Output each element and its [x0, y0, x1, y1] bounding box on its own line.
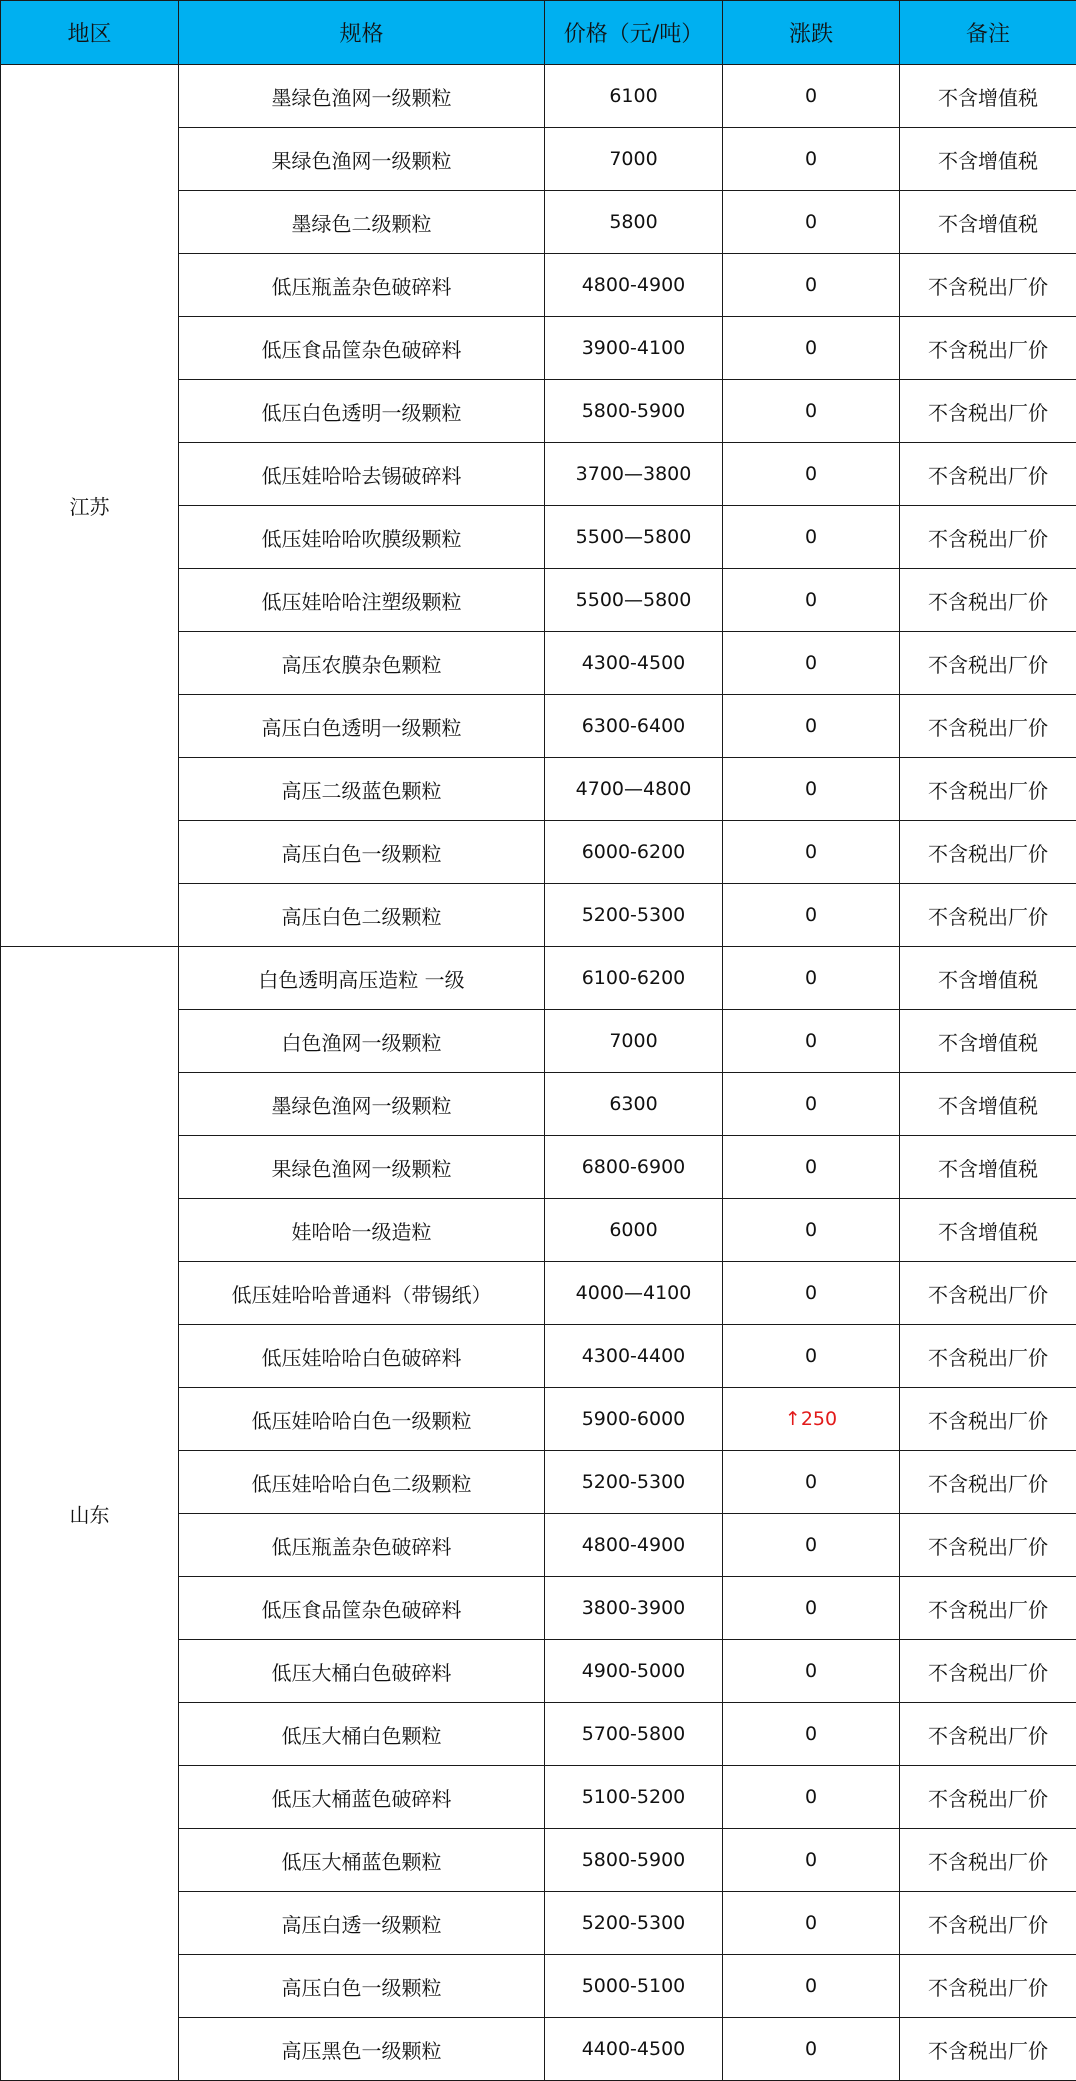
- spec-cell: 低压白色透明一级颗粒: [179, 380, 545, 443]
- change-cell: 0: [723, 128, 900, 191]
- price-cell: 4300-4400: [545, 1325, 723, 1388]
- table-row: [1, 65, 1076, 128]
- change-cell: 0: [723, 1955, 900, 2018]
- note-cell: 不含增值税: [900, 1010, 1076, 1073]
- spec-cell: 低压娃哈哈白色一级颗粒: [179, 1388, 545, 1451]
- price-cell: 4800-4900: [545, 1514, 723, 1577]
- header-region: 地区: [1, 1, 179, 65]
- note-cell: 不含增值税: [900, 947, 1076, 1010]
- note-cell: 不含增值税: [900, 191, 1076, 254]
- change-cell: 0: [723, 1262, 900, 1325]
- price-cell: 5800-5900: [545, 380, 723, 443]
- region-cell: 江苏: [1, 65, 179, 947]
- note-cell: 不含税出厂价: [900, 821, 1076, 884]
- price-cell: 7000: [545, 128, 723, 191]
- change-cell: 0: [723, 1325, 900, 1388]
- price-cell: 5500—5800: [545, 506, 723, 569]
- change-cell: 0: [723, 758, 900, 821]
- spec-cell: 低压大桶白色颗粒: [179, 1703, 545, 1766]
- header-price: 价格（元/吨）: [545, 1, 723, 65]
- spec-cell: 娃哈哈一级造粒: [179, 1199, 545, 1262]
- price-cell: 4300-4500: [545, 632, 723, 695]
- change-cell: 0: [723, 2018, 900, 2081]
- note-cell: 不含税出厂价: [900, 1892, 1076, 1955]
- note-cell: 不含税出厂价: [900, 758, 1076, 821]
- spec-cell: 白色渔网一级颗粒: [179, 1010, 545, 1073]
- note-cell: 不含税出厂价: [900, 1388, 1076, 1451]
- spec-cell: 高压黑色一级颗粒: [179, 2018, 545, 2081]
- note-cell: 不含税出厂价: [900, 1829, 1076, 1892]
- price-cell: 4900-5000: [545, 1640, 723, 1703]
- note-cell: 不含增值税: [900, 1136, 1076, 1199]
- change-cell: 0: [723, 254, 900, 317]
- spec-cell: 墨绿色二级颗粒: [179, 191, 545, 254]
- note-cell: 不含税出厂价: [900, 1325, 1076, 1388]
- price-cell: 4400-4500: [545, 2018, 723, 2081]
- spec-cell: 低压瓶盖杂色破碎料: [179, 1514, 545, 1577]
- change-cell: 0: [723, 1451, 900, 1514]
- price-cell: 6800-6900: [545, 1136, 723, 1199]
- change-cell: 0: [723, 1892, 900, 1955]
- spec-cell: 高压白色一级颗粒: [179, 821, 545, 884]
- header-change: 涨跌: [723, 1, 900, 65]
- spec-cell: 白色透明高压造粒 一级: [179, 947, 545, 1010]
- price-cell: 4800-4900: [545, 254, 723, 317]
- spec-cell: 低压食品筐杂色破碎料: [179, 1577, 545, 1640]
- price-cell: 5700-5800: [545, 1703, 723, 1766]
- price-cell: 6300-6400: [545, 695, 723, 758]
- header-spec: 规格: [179, 1, 545, 65]
- price-cell: 6000-6200: [545, 821, 723, 884]
- change-cell: ↑250: [723, 1388, 900, 1451]
- change-cell: 0: [723, 191, 900, 254]
- spec-cell: 墨绿色渔网一级颗粒: [179, 65, 545, 128]
- note-cell: 不含税出厂价: [900, 254, 1076, 317]
- price-cell: 4700—4800: [545, 758, 723, 821]
- change-cell: 0: [723, 632, 900, 695]
- change-cell: 0: [723, 947, 900, 1010]
- change-cell: 0: [723, 695, 900, 758]
- change-cell: 0: [723, 884, 900, 947]
- change-cell: 0: [723, 1766, 900, 1829]
- price-cell: 6100-6200: [545, 947, 723, 1010]
- spec-cell: 墨绿色渔网一级颗粒: [179, 1073, 545, 1136]
- spec-cell: 低压娃哈哈白色破碎料: [179, 1325, 545, 1388]
- note-cell: 不含税出厂价: [900, 317, 1076, 380]
- spec-cell: 高压农膜杂色颗粒: [179, 632, 545, 695]
- spec-cell: 高压白透一级颗粒: [179, 1892, 545, 1955]
- note-cell: 不含增值税: [900, 1199, 1076, 1262]
- note-cell: 不含税出厂价: [900, 506, 1076, 569]
- price-cell: 5800-5900: [545, 1829, 723, 1892]
- change-cell: 0: [723, 1577, 900, 1640]
- price-cell: 5900-6000: [545, 1388, 723, 1451]
- note-cell: 不含税出厂价: [900, 1577, 1076, 1640]
- note-cell: 不含增值税: [900, 1073, 1076, 1136]
- note-cell: 不含税出厂价: [900, 1451, 1076, 1514]
- note-cell: 不含税出厂价: [900, 1955, 1076, 2018]
- spec-cell: 果绿色渔网一级颗粒: [179, 1136, 545, 1199]
- note-cell: 不含税出厂价: [900, 1640, 1076, 1703]
- price-cell: 6000: [545, 1199, 723, 1262]
- note-cell: 不含税出厂价: [900, 1766, 1076, 1829]
- price-cell: 3700—3800: [545, 443, 723, 506]
- spec-cell: 低压娃哈哈吹膜级颗粒: [179, 506, 545, 569]
- change-cell: 0: [723, 506, 900, 569]
- change-cell: 0: [723, 1640, 900, 1703]
- price-cell: 5200-5300: [545, 1892, 723, 1955]
- note-cell: 不含税出厂价: [900, 1262, 1076, 1325]
- spec-cell: 低压大桶蓝色破碎料: [179, 1766, 545, 1829]
- spec-cell: 低压大桶蓝色颗粒: [179, 1829, 545, 1892]
- table-row: [1, 947, 1076, 1010]
- header-row: [1, 1, 1076, 65]
- spec-cell: 低压食品筐杂色破碎料: [179, 317, 545, 380]
- change-cell: 0: [723, 65, 900, 128]
- spec-cell: 高压白色一级颗粒: [179, 1955, 545, 2018]
- header-note: 备注: [900, 1, 1076, 65]
- change-cell: 0: [723, 1010, 900, 1073]
- change-cell: 0: [723, 821, 900, 884]
- note-cell: 不含税出厂价: [900, 1514, 1076, 1577]
- spec-cell: 低压瓶盖杂色破碎料: [179, 254, 545, 317]
- spec-cell: 低压娃哈哈去锡破碎料: [179, 443, 545, 506]
- spec-cell: 低压娃哈哈注塑级颗粒: [179, 569, 545, 632]
- note-cell: 不含增值税: [900, 128, 1076, 191]
- note-cell: 不含税出厂价: [900, 695, 1076, 758]
- price-cell: 4000—4100: [545, 1262, 723, 1325]
- change-cell: 0: [723, 1136, 900, 1199]
- change-cell: 0: [723, 1199, 900, 1262]
- region-cell: 山东: [1, 947, 179, 2081]
- table-body: [1, 65, 1076, 2081]
- price-cell: 5800: [545, 191, 723, 254]
- spec-cell: 果绿色渔网一级颗粒: [179, 128, 545, 191]
- change-cell: 0: [723, 380, 900, 443]
- change-cell: 0: [723, 443, 900, 506]
- note-cell: 不含税出厂价: [900, 1703, 1076, 1766]
- spec-cell: 低压娃哈哈普通料（带锡纸）: [179, 1262, 545, 1325]
- note-cell: 不含增值税: [900, 65, 1076, 128]
- spec-cell: 低压娃哈哈白色二级颗粒: [179, 1451, 545, 1514]
- price-cell: 6100: [545, 65, 723, 128]
- note-cell: 不含税出厂价: [900, 569, 1076, 632]
- spec-cell: 低压大桶白色破碎料: [179, 1640, 545, 1703]
- change-cell: 0: [723, 1703, 900, 1766]
- price-cell: 3900-4100: [545, 317, 723, 380]
- note-cell: 不含税出厂价: [900, 632, 1076, 695]
- note-cell: 不含税出厂价: [900, 443, 1076, 506]
- price-cell: 5200-5300: [545, 884, 723, 947]
- price-cell: 7000: [545, 1010, 723, 1073]
- note-cell: 不含税出厂价: [900, 884, 1076, 947]
- change-cell: 0: [723, 1514, 900, 1577]
- spec-cell: 高压白色二级颗粒: [179, 884, 545, 947]
- price-cell: 5100-5200: [545, 1766, 723, 1829]
- spec-cell: 高压二级蓝色颗粒: [179, 758, 545, 821]
- price-cell: 3800-3900: [545, 1577, 723, 1640]
- price-cell: 6300: [545, 1073, 723, 1136]
- note-cell: 不含税出厂价: [900, 380, 1076, 443]
- change-cell: 0: [723, 1073, 900, 1136]
- change-cell: 0: [723, 569, 900, 632]
- change-cell: 0: [723, 1829, 900, 1892]
- spec-cell: 高压白色透明一级颗粒: [179, 695, 545, 758]
- price-cell: 5000-5100: [545, 1955, 723, 2018]
- price-cell: 5500—5800: [545, 569, 723, 632]
- change-cell: 0: [723, 317, 900, 380]
- price-cell: 5200-5300: [545, 1451, 723, 1514]
- note-cell: 不含税出厂价: [900, 2018, 1076, 2081]
